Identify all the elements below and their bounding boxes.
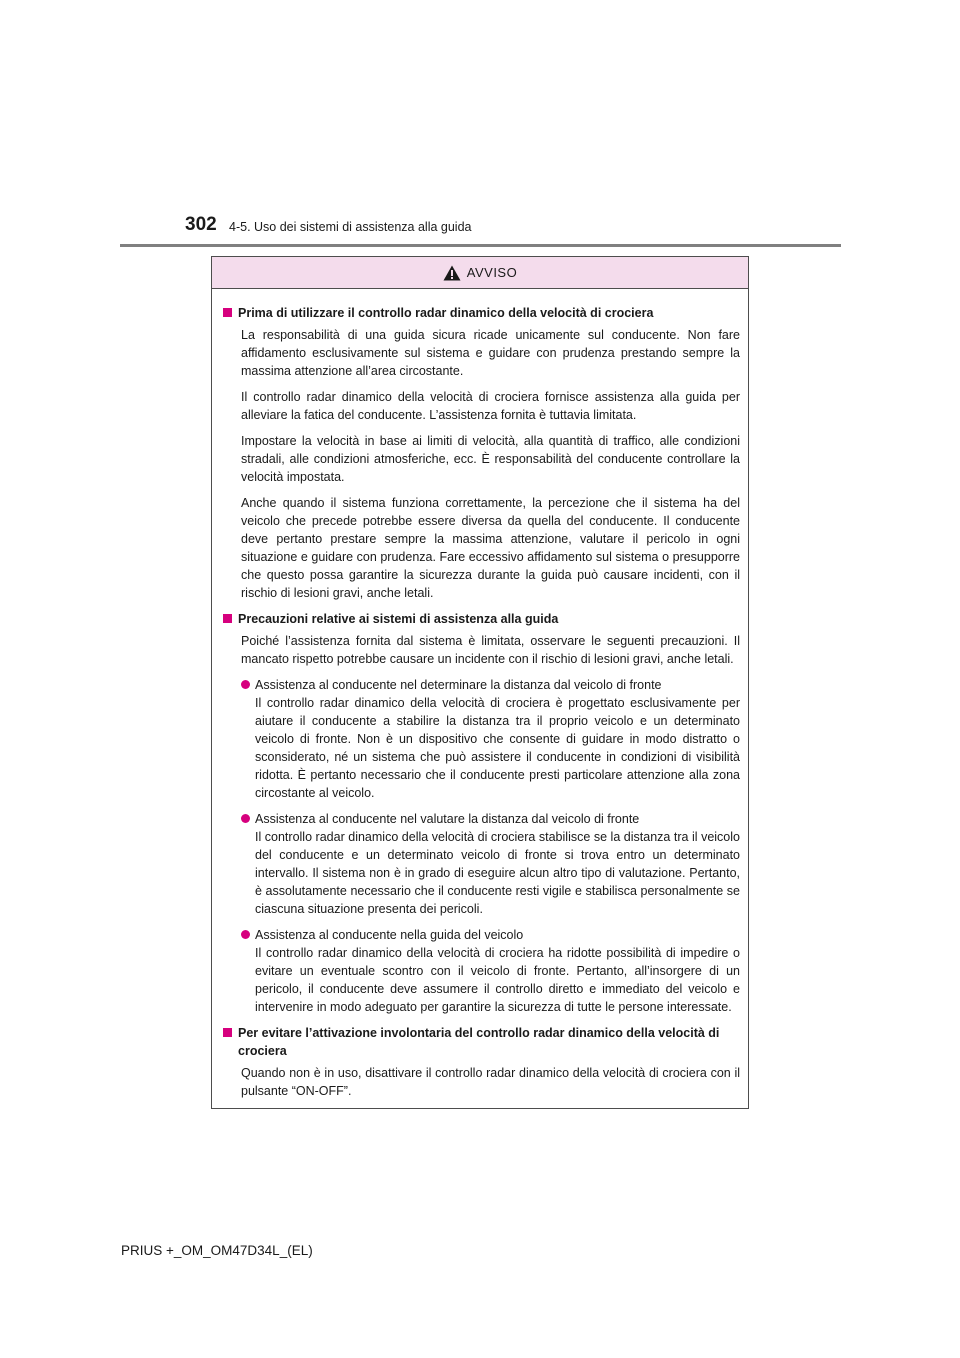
section-heading — [222, 304, 740, 322]
paragraph: La responsabilità di una guida sicura ricade unicamente sul conducente. Non fare affidamento esclusivamente sul sistema e guidare con prudenza prestando sempre la massima attenzione all’area circostante. — [241, 328, 740, 378]
warning-title: AVVISO — [466, 265, 518, 280]
list-item — [241, 926, 740, 1016]
footer-model-code: PRIUS +_OM_OM47D34L_(EL) — [121, 1243, 313, 1258]
circle-bullet-icon — [241, 680, 250, 689]
list-item — [241, 676, 740, 802]
bullet-title: Assistenza al conducente nel determinare la distanza dal veicolo di fronte — [255, 678, 662, 692]
warning-header — [212, 257, 748, 289]
square-bullet-icon — [223, 614, 232, 623]
warning-triangle-icon — [443, 265, 461, 281]
bullet-text: Il controllo radar dinamico della velocità di crociera stabilisce se la distanza tra il veicolo del conducente e un determinato veicolo di fronte si trova entro un determinato intervallo. Il sistema non è in grado di eseguire alcun altro tipo di valutazione. Pertanto, è assolutamente necessario che il conducente resti vigile e stabilisca personalmente se ciascuna situazione presenta dei pericoli. — [255, 830, 740, 916]
section-heading — [222, 1024, 740, 1060]
section-heading-text: Prima di utilizzare il controllo radar dinamico della velocità di crociera — [238, 306, 654, 320]
bullet-title: Assistenza al conducente nel valutare la distanza dal veicolo di fronte — [255, 812, 640, 826]
bullet-text: Il controllo radar dinamico della velocità di crociera ha ridotte possibilità di impedire o evitare un eventuale scontro con il veicolo di fronte. Pertanto, all’insorgere di un pericolo, il conducente deve assumere il controllo diretto e immediato del veicolo e intervenire in modo adeguato per garantire la sicurezza di tutte le persone interessate. — [255, 946, 740, 1014]
section-heading — [222, 610, 740, 628]
page-number: 302 — [185, 214, 217, 235]
section-heading-text: Precauzioni relative ai sistemi di assistenza alla guida — [238, 612, 559, 626]
header-divider — [120, 244, 841, 247]
warning-box — [211, 256, 749, 1109]
paragraph: Il controllo radar dinamico della velocità di crociera fornisce assistenza alla guida per alleviare la fatica del conducente. L’assistenza fornita è tuttavia limitata. — [241, 390, 740, 422]
section-title: 4-5. Uso dei sistemi di assistenza alla guida — [229, 220, 472, 234]
section-heading-text: Per evitare l’attivazione involontaria del controllo radar dinamico della velocità di crociera — [238, 1026, 720, 1058]
paragraph: Poiché l’assistenza fornita dal sistema è limitata, osservare le seguenti precauzioni. Il mancato rispetto potrebbe causare un incidente con il rischio di lesioni gravi, anche letali. — [241, 634, 740, 666]
square-bullet-icon — [223, 1028, 232, 1037]
list-item — [241, 810, 740, 918]
bullet-title: Assistenza al conducente nella guida del veicolo — [255, 928, 524, 942]
warning-body — [212, 289, 748, 1100]
bullet-text: Il controllo radar dinamico della velocità di crociera è progettato esclusivamente per aiutare il conducente a stabilire la distanza tra il proprio veicolo e un determinato veicolo di fronte. Non è un dispositivo che consente di guidare in modo distratto o sconsiderato, né un sistema che può assistere il conducente in condizioni di visibilità ridotta. È pertanto necessario che il conducente presti particolare attenzione alla zona circostante al veicolo. — [255, 696, 740, 800]
paragraph: Anche quando il sistema funziona correttamente, la percezione che il sistema ha del veicolo che precede potrebbe essere diversa da quella del conducente. Il conducente deve pertanto prestare sempre la massima attenzione, valutare il pericolo in ogni situazione e guidare con prudenza. Fare eccessivo affidamento sul sistema o presupporre che questo possa garantire la sicurezza durante la guida può causare incidenti, con il rischio di lesioni gravi, anche letali. — [241, 496, 740, 600]
square-bullet-icon — [223, 308, 232, 317]
circle-bullet-icon — [241, 930, 250, 939]
circle-bullet-icon — [241, 814, 250, 823]
paragraph: Quando non è in uso, disattivare il controllo radar dinamico della velocità di crociera con il pulsante “ON-OFF”. — [241, 1066, 740, 1098]
paragraph: Impostare la velocità in base ai limiti di velocità, alla quantità di traffico, alle condizioni stradali, alle condizioni atmosferiche, ecc. È responsabilità del conducente controllare la velocità impostata. — [241, 434, 740, 484]
